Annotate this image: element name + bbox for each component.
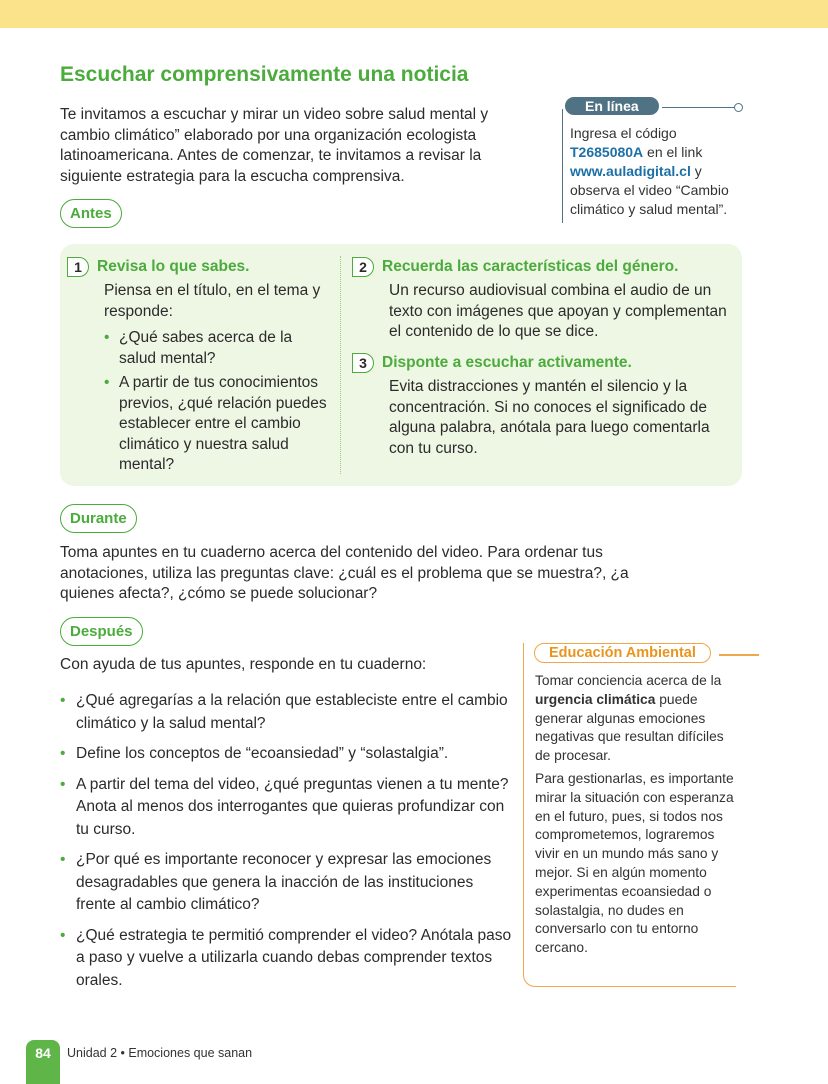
step-2-number: 2	[352, 257, 374, 277]
durante-text: Toma apuntes en tu cuaderno acerca del contenido del video. Para ordenar tus anotaciones, utiliza las preguntas clave: ¿cuál es el problema que se muestra?, ¿a quienes afecta?, ¿cómo se puede solucionar?	[60, 544, 629, 602]
env-p1-a: Tomar conciencia acerca de la	[535, 673, 722, 688]
antes-label: Antes	[60, 199, 122, 228]
step-3-number: 3	[352, 353, 374, 373]
step-1-text: Piensa en el título, en el tema y responde:	[104, 282, 321, 320]
online-text	[570, 124, 752, 219]
panel-divider	[340, 256, 341, 474]
question-item: • ¿Qué agregarías a la relación que estableciste entre el cambio climático y la salud mental?	[60, 690, 515, 735]
env-connector-line	[719, 654, 759, 656]
online-line3: y observa el video “Cambio climático y salud mental”.	[570, 163, 729, 217]
online-code: T2685080A	[570, 144, 644, 160]
intro-paragraph: Te invitamos a escuchar y mirar un video sobre salud mental y cambio climático” elaborado por una organización ecologista latinoamericana. Antes de comenzar, te invitamos a revisar la siguiente estrategia para la escucha comprensiva.	[60, 106, 489, 185]
despues-label: Después	[60, 617, 143, 646]
unit-label: Unidad 2 • Emociones que sanan	[67, 1046, 253, 1060]
step-1-bullets	[104, 328, 332, 476]
step-1-bullet: • A partir de tus conocimientos previos, ¿qué relación puedes establecer entre el cambio climático y nuestra salud mental?	[104, 373, 332, 476]
durante-label: Durante	[60, 504, 137, 533]
env-p1-c: puede generar algunas emociones negativas que resultan difíciles de procesar.	[535, 691, 724, 764]
step-3-text: Evita distracciones y mantén el silencio y la concentración. Si no conoces el significado de alguna palabra, anótala para luego comentarla con tu curso.	[389, 378, 710, 457]
question-item: • ¿Qué estrategia te permitió comprender el video? Anótala paso a paso y vuelve a utilizarla cuando debas comprender textos orales.	[60, 925, 515, 993]
page-title: Escuchar comprensivamente una noticia	[60, 63, 469, 86]
question-item: • A partir del tema del video, ¿qué preguntas vienen a tu mente? Anota al menos dos interrogantes que quieras profundizar con tu curso.	[60, 774, 515, 842]
env-paragraph-1	[535, 672, 735, 766]
despues-lead: Con ayuda de tus apuntes, responde en tu cuaderno:	[60, 656, 427, 673]
online-side-line	[562, 109, 563, 223]
step-1-bullet: • ¿Qué sabes acerca de la salud mental?	[104, 328, 332, 369]
step-3	[352, 353, 732, 459]
online-connector-line	[662, 107, 734, 108]
question-item: • ¿Por qué es importante reconocer y expresar las emociones desagradables que genera la inacción de las instituciones frente al cambio climático?	[60, 849, 515, 917]
step-1-title: Revisa lo que sabes.	[97, 258, 250, 275]
top-color-band	[0, 0, 828, 28]
step-1-number: 1	[67, 257, 89, 277]
environmental-education-box	[523, 643, 736, 987]
step-1-body	[104, 281, 332, 476]
env-p1-bold: urgencia climática	[535, 691, 656, 707]
online-connector-dot	[734, 103, 743, 112]
online-line2: en el link	[643, 144, 703, 160]
page-number: 84	[26, 1040, 60, 1084]
step-2-title: Recuerda las características del género.	[382, 258, 679, 275]
despues-questions	[60, 690, 515, 1000]
env-badge: Educación Ambiental	[534, 643, 711, 663]
step-1	[67, 257, 332, 480]
step-3-title: Disponte a escuchar activamente.	[382, 354, 632, 371]
online-line1: Ingresa el código	[570, 125, 677, 141]
step-2	[352, 257, 732, 343]
step-2-text: Un recurso audiovisual combina el audio de un texto con imágenes que apoyan y complementan el contenido de lo que se dice.	[389, 282, 727, 340]
question-item: • Define los conceptos de “ecoansiedad” y “solastalgia”.	[60, 743, 515, 766]
env-paragraph-2: Para gestionarlas, es importante mirar la situación con esperanza en el futuro, pues, si todos nos comprometemos, lograremos vivir en un mundo más sano y mejor. Si en algún momento experimentas ecoansiedad o solastalgia, no dudes en conversarlo con tu entorno cercano.	[535, 771, 734, 956]
online-box	[562, 97, 752, 219]
online-badge: En línea	[565, 97, 659, 115]
online-link[interactable]: www.auladigital.cl	[570, 163, 691, 179]
